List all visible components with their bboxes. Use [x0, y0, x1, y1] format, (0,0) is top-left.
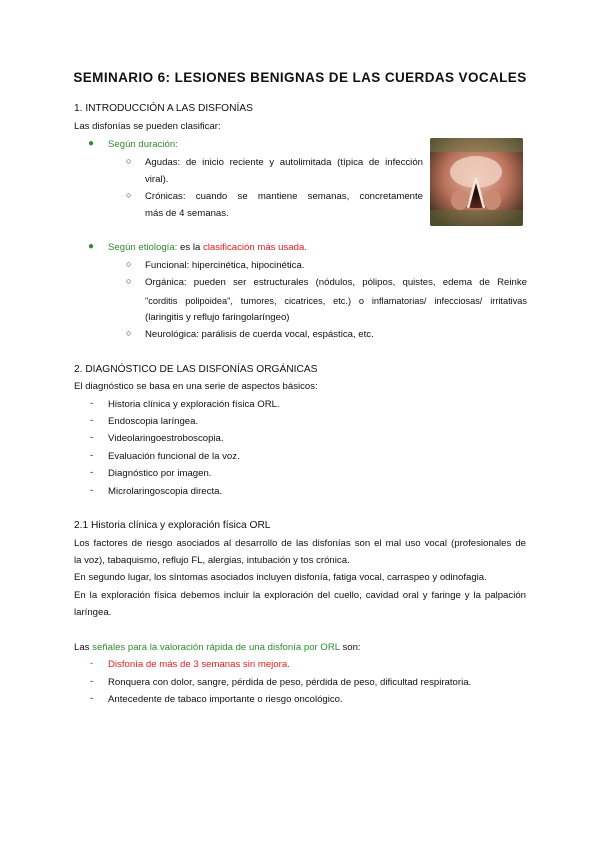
etiologia-mid: es la	[177, 242, 203, 253]
diag-item: Historia clínica y exploración física ORL.	[108, 399, 280, 410]
signals-pre: Las	[74, 642, 93, 653]
etiologia-highlight: clasificación más usada.	[202, 242, 307, 253]
section-1-heading: 1. INTRODUCCIÓN A LAS DISFONÍAS	[74, 103, 253, 114]
section-2-1-heading: 2.1 Historia clínica y exploración física ORL	[74, 520, 271, 531]
organica-line-1: Orgánica: pueden ser estructurales (nódulos, pólipos, quistes, edema de Reinke	[145, 277, 527, 288]
risk-factors-line-1: Los factores de riesgo asociados al desarrollo de las disfonías son el mal uso vocal (profesionales de	[74, 538, 526, 549]
diag-item: Diagnóstico por imagen.	[108, 468, 212, 479]
signals-intro	[74, 641, 361, 655]
page-title: SEMINARIO 6: LESIONES BENIGNAS DE LAS CUERDAS VOCALES	[73, 70, 527, 85]
cronicas-line-2: más de 4 semanas.	[145, 208, 229, 219]
organica-line-2: "corditis polipoidea", tumores, cicatrices, etc.) o inflamatorias/ infecciosas/ irritativas	[145, 296, 527, 306]
section-1-intro: Las disfonías se pueden clasificar:	[74, 121, 221, 132]
diag-item: Evaluación funcional de la voz.	[108, 451, 240, 462]
agudas-line-1: Agudas: de inicio reciente y autolimitada (típica de infección	[145, 157, 423, 168]
bullet-dot: ●	[88, 138, 95, 149]
dash-bullet: -	[90, 693, 94, 704]
diag-item: Videolaringoestroboscopia.	[108, 433, 224, 444]
dash-bullet: -	[90, 658, 94, 669]
symptoms-line: En segundo lugar, los síntomas asociados incluyen disfonía, fatiga vocal, carraspeo y odinofagia.	[74, 572, 487, 583]
diag-item: Endoscopia laríngea.	[108, 416, 199, 427]
sub-bullet: ○	[126, 276, 132, 286]
dash-bullet: -	[90, 676, 94, 687]
diag-item: Microlaringoscopia directa.	[108, 486, 223, 497]
agudas-line-2: viral).	[145, 174, 169, 185]
cronicas-line-1: Crónicas: cuando se mantiene semanas, concretamente	[145, 191, 423, 202]
organica-line-3: (laringitis y reflujo faringolaríngeo)	[145, 312, 290, 323]
etiologia-line	[108, 241, 307, 255]
risk-factors-line-2: la voz), tabaquismo, reflujo FL, alergias, intubación y tos crónica.	[74, 555, 350, 566]
dash-bullet: -	[90, 467, 94, 478]
dash-bullet: -	[90, 415, 94, 426]
sub-bullet: ○	[126, 259, 132, 269]
exploration-line-1: En la exploración física debemos incluir la exploración del cuello, cavidad oral y faringe y la palpación	[74, 590, 526, 601]
section-2-heading: 2. DIAGNÓSTICO DE LAS DISFONÍAS ORGÁNICAS	[74, 364, 318, 375]
dash-bullet: -	[90, 485, 94, 496]
sub-bullet: ○	[126, 156, 132, 166]
signal-item-red: Disfonía de más de 3 semanas sin mejora.	[108, 659, 290, 670]
signals-post: son:	[339, 642, 361, 653]
signal-item: Antecedente de tabaco importante o riesgo oncológico.	[108, 694, 343, 705]
dash-bullet: -	[90, 398, 94, 409]
duracion-label: Según duración:	[108, 139, 178, 150]
dash-bullet: -	[90, 450, 94, 461]
sub-bullet: ○	[126, 190, 132, 200]
signal-item: Ronquera con dolor, sangre, pérdida de peso, pérdida de peso, dificultad respiratoria.	[108, 677, 472, 688]
exploration-line-2: laríngea.	[74, 607, 112, 618]
neurologica-line: Neurológica: parálisis de cuerda vocal, espástica, etc.	[145, 329, 374, 340]
bullet-dot: ●	[88, 241, 95, 252]
larynx-endoscopy-image	[430, 138, 523, 226]
section-2-intro: El diagnóstico se basa en una serie de aspectos básicos:	[74, 381, 318, 392]
signals-highlight: señales para la valoración rápida de una disfonía por ORL	[92, 642, 340, 653]
dash-bullet: -	[90, 432, 94, 443]
sub-bullet: ○	[126, 328, 132, 338]
funcional-line: Funcional: hipercinética, hipocinética.	[145, 260, 305, 271]
etiologia-label: Según etiología:	[108, 242, 178, 253]
